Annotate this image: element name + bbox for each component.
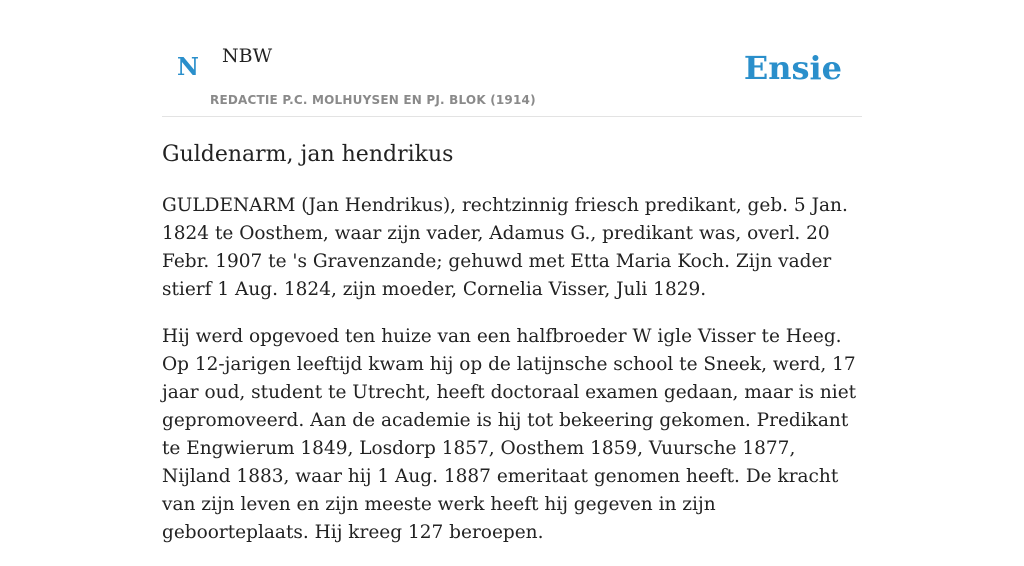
article-paragraph: GULDENARM (Jan Hendrikus), rechtzinnig friesch predikant, geb. 5 Jan. 1824 te Oosthem, waar zijn vader, Adamus G., predikant was, overl. 20 Febr. 1907 te 's Gravenzande; gehuwd met Etta Maria Koch. Zijn vader stierf 1 Aug. 1824, zijn moeder, Cornelia Visser, Juli 1829. xyxy=(162,195,848,300)
article-title: Guldenarm, jan hendrikus xyxy=(162,142,454,167)
source-title[interactable]: NBW xyxy=(222,45,273,67)
source-logo-icon[interactable]: N xyxy=(177,52,199,81)
page xyxy=(162,0,862,543)
article-body xyxy=(162,192,862,566)
source-subtitle: REDACTIE P.C. MOLHUYSEN EN PJ. BLOK (1914) xyxy=(210,93,536,107)
brand-logo[interactable]: Ensie xyxy=(743,49,842,87)
article-paragraph: Hij werd opgevoed ten huize van een halfbroeder W igle Visser te Heeg. Op 12-jarigen leeftijd kwam hij op de latijnsche school te Sneek, werd, 17 jaar oud, student te Utrecht, heeft doctoraal examen gedaan, maar is niet gepromoveerd. Aan de academie is hij tot bekeering gekomen. Predikant te Engwierum 1849, Losdorp 1857, Oosthem 1859, Vuursche 1877, Nijland 1883, waar hij 1 Aug. 1887 emeritaat genomen heeft. De kracht van zijn leven en zijn meeste werk heeft hij gegeven in zijn geboorteplaats. Hij kreeg 127 beroepen. xyxy=(162,326,857,543)
source-header xyxy=(162,0,862,117)
